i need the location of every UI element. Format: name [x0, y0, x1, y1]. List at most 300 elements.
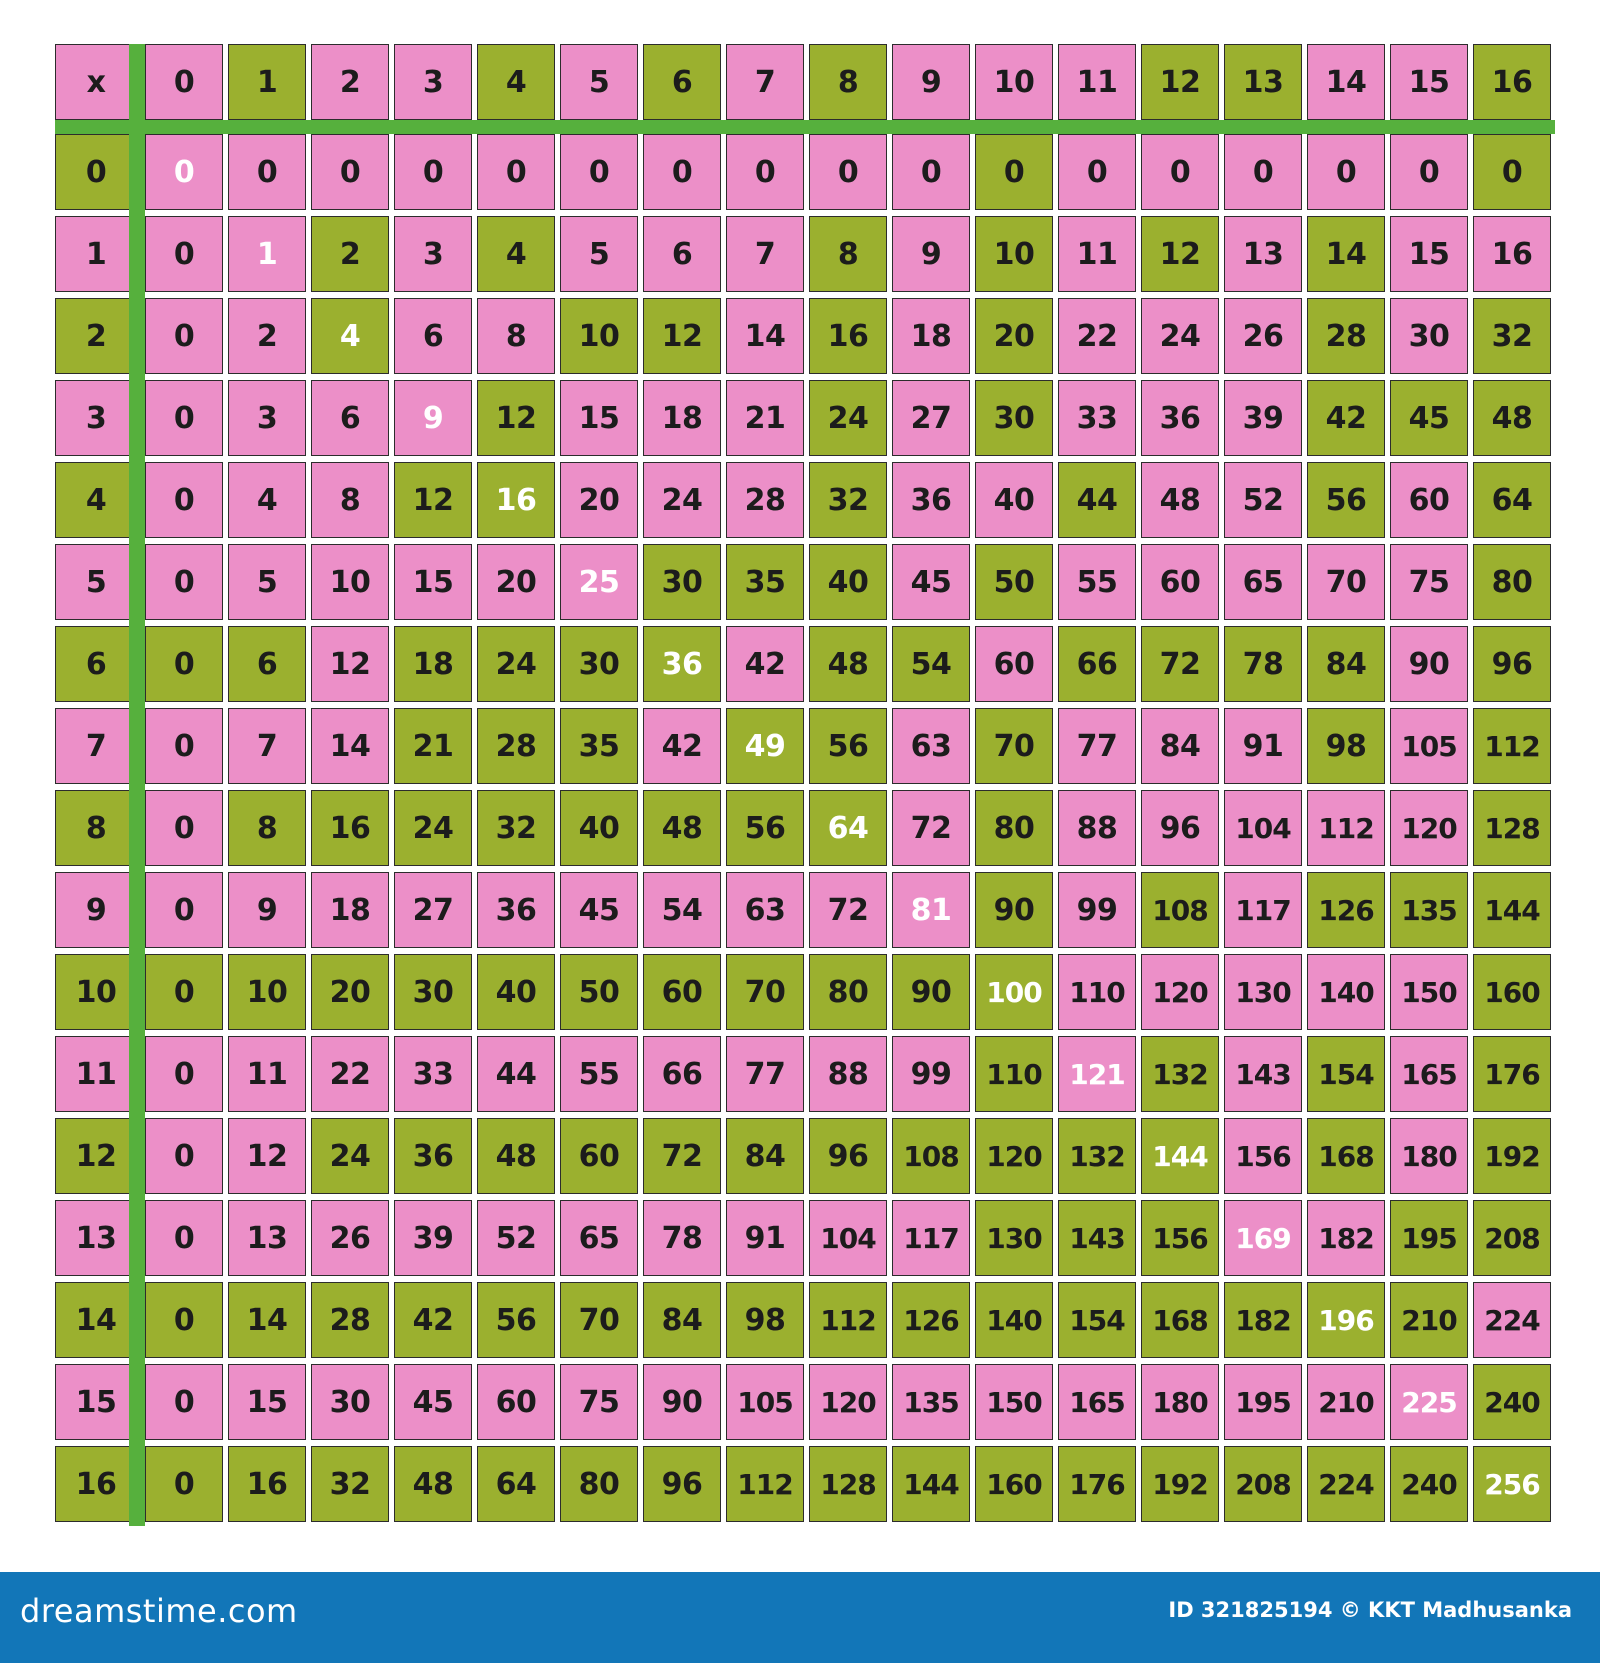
table-cell: 120	[809, 1364, 887, 1440]
table-cell: 4	[228, 462, 306, 538]
table-cell: 98	[1307, 708, 1385, 784]
table-cell: 72	[892, 790, 970, 866]
table-cell: 0	[145, 790, 223, 866]
table-cell: 36	[1141, 380, 1219, 456]
table-cell: 36	[477, 872, 555, 948]
table-cell: 20	[560, 462, 638, 538]
table-cell: 99	[892, 1036, 970, 1112]
table-cell: 24	[311, 1118, 389, 1194]
table-cell: 224	[1307, 1446, 1385, 1522]
table-cell: 210	[1307, 1364, 1385, 1440]
table-cell: 225	[1390, 1364, 1468, 1440]
table-cell: 64	[477, 1446, 555, 1522]
table-cell: 45	[892, 544, 970, 620]
image-credit: ID 321825194 © KKT Madhusanka	[1168, 1598, 1572, 1622]
table-cell: 0	[892, 134, 970, 210]
table-cell: 6	[228, 626, 306, 702]
table-cell: 18	[394, 626, 472, 702]
table-cell: 100	[975, 954, 1053, 1030]
table-cell: 60	[1141, 544, 1219, 620]
table-cell: 84	[1307, 626, 1385, 702]
table-cell: 0	[145, 380, 223, 456]
table-cell: 72	[643, 1118, 721, 1194]
table-cell: 6	[394, 298, 472, 374]
table-cell: 5	[560, 216, 638, 292]
table-cell: 56	[809, 708, 887, 784]
table-cell: 9	[228, 872, 306, 948]
table-cell: 240	[1390, 1446, 1468, 1522]
table-cell: 144	[1473, 872, 1551, 948]
table-cell: 105	[726, 1364, 804, 1440]
table-cell: 135	[1390, 872, 1468, 948]
table-cell: 4	[477, 216, 555, 292]
table-cell: 16	[809, 298, 887, 374]
table-cell: 0	[145, 1282, 223, 1358]
table-cell: 42	[394, 1282, 472, 1358]
table-cell: 70	[975, 708, 1053, 784]
table-cell: 144	[1141, 1118, 1219, 1194]
table-cell: 66	[1058, 626, 1136, 702]
table-cell: 77	[726, 1036, 804, 1112]
header-divider-horizontal	[55, 120, 1555, 134]
header-divider-vertical	[129, 44, 145, 1526]
table-cell: 78	[643, 1200, 721, 1276]
table-cell: 150	[1390, 954, 1468, 1030]
table-cell: 0	[394, 134, 472, 210]
table-cell: 40	[809, 544, 887, 620]
row-header: 16	[55, 1446, 137, 1522]
table-cell: 78	[1224, 626, 1302, 702]
table-cell: 0	[145, 134, 223, 210]
table-cell: 195	[1390, 1200, 1468, 1276]
table-cell: 52	[477, 1200, 555, 1276]
table-cell: 121	[1058, 1036, 1136, 1112]
table-cell: 180	[1141, 1364, 1219, 1440]
table-cell: 80	[975, 790, 1053, 866]
table-cell: 8	[311, 462, 389, 538]
table-cell: 48	[1473, 380, 1551, 456]
column-header: 7	[726, 44, 804, 120]
table-cell: 15	[228, 1364, 306, 1440]
table-cell: 32	[809, 462, 887, 538]
table-cell: 30	[394, 954, 472, 1030]
column-header: 0	[145, 44, 223, 120]
table-cell: 28	[726, 462, 804, 538]
row-header: 9	[55, 872, 137, 948]
table-cell: 27	[892, 380, 970, 456]
table-cell: 0	[560, 134, 638, 210]
table-cell: 168	[1307, 1118, 1385, 1194]
table-cell: 33	[394, 1036, 472, 1112]
table-cell: 0	[145, 626, 223, 702]
table-cell: 48	[1141, 462, 1219, 538]
table-cell: 56	[477, 1282, 555, 1358]
table-cell: 54	[643, 872, 721, 948]
table-cell: 60	[1390, 462, 1468, 538]
table-cell: 14	[311, 708, 389, 784]
table-cell: 176	[1473, 1036, 1551, 1112]
table-cell: 96	[1473, 626, 1551, 702]
table-cell: 36	[643, 626, 721, 702]
table-cell: 26	[311, 1200, 389, 1276]
column-header: 3	[394, 44, 472, 120]
table-cell: 30	[975, 380, 1053, 456]
table-cell: 8	[228, 790, 306, 866]
table-cell: 108	[1141, 872, 1219, 948]
table-cell: 0	[726, 134, 804, 210]
table-cell: 36	[892, 462, 970, 538]
table-cell: 143	[1058, 1200, 1136, 1276]
table-cell: 117	[1224, 872, 1302, 948]
table-cell: 182	[1224, 1282, 1302, 1358]
table-cell: 0	[311, 134, 389, 210]
table-cell: 96	[1141, 790, 1219, 866]
table-cell: 72	[1141, 626, 1219, 702]
table-cell: 140	[975, 1282, 1053, 1358]
table-cell: 48	[394, 1446, 472, 1522]
table-cell: 90	[892, 954, 970, 1030]
table-cell: 77	[1058, 708, 1136, 784]
row-header: 12	[55, 1118, 137, 1194]
table-cell: 64	[1473, 462, 1551, 538]
table-cell: 80	[560, 1446, 638, 1522]
table-cell: 0	[1141, 134, 1219, 210]
table-cell: 0	[228, 134, 306, 210]
table-cell: 108	[892, 1118, 970, 1194]
table-cell: 48	[809, 626, 887, 702]
corner-cell: x	[55, 44, 137, 120]
table-cell: 84	[643, 1282, 721, 1358]
table-cell: 128	[809, 1446, 887, 1522]
table-cell: 156	[1141, 1200, 1219, 1276]
table-cell: 81	[892, 872, 970, 948]
table-cell: 39	[394, 1200, 472, 1276]
table-cell: 35	[560, 708, 638, 784]
table-cell: 21	[726, 380, 804, 456]
table-cell: 154	[1307, 1036, 1385, 1112]
table-cell: 104	[809, 1200, 887, 1276]
table-cell: 176	[1058, 1446, 1136, 1522]
table-cell: 30	[643, 544, 721, 620]
table-cell: 0	[145, 462, 223, 538]
table-cell: 0	[145, 1036, 223, 1112]
table-cell: 2	[311, 216, 389, 292]
row-header: 13	[55, 1200, 137, 1276]
table-cell: 180	[1390, 1118, 1468, 1194]
table-cell: 105	[1390, 708, 1468, 784]
table-cell: 14	[1307, 216, 1385, 292]
table-cell: 24	[643, 462, 721, 538]
table-cell: 2	[228, 298, 306, 374]
column-header: 9	[892, 44, 970, 120]
table-cell: 10	[560, 298, 638, 374]
table-cell: 7	[726, 216, 804, 292]
table-cell: 0	[643, 134, 721, 210]
table-cell: 48	[477, 1118, 555, 1194]
table-cell: 45	[560, 872, 638, 948]
table-cell: 208	[1473, 1200, 1551, 1276]
table-cell: 50	[560, 954, 638, 1030]
table-cell: 50	[975, 544, 1053, 620]
column-header: 15	[1390, 44, 1468, 120]
table-cell: 88	[809, 1036, 887, 1112]
table-cell: 0	[809, 134, 887, 210]
table-cell: 120	[1390, 790, 1468, 866]
table-cell: 45	[1390, 380, 1468, 456]
table-cell: 84	[1141, 708, 1219, 784]
table-cell: 99	[1058, 872, 1136, 948]
table-cell: 32	[311, 1446, 389, 1522]
table-cell: 195	[1224, 1364, 1302, 1440]
table-cell: 15	[1390, 216, 1468, 292]
table-cell: 210	[1390, 1282, 1468, 1358]
table-cell: 14	[228, 1282, 306, 1358]
table-cell: 15	[394, 544, 472, 620]
table-cell: 70	[1307, 544, 1385, 620]
column-header: 12	[1141, 44, 1219, 120]
table-cell: 42	[643, 708, 721, 784]
table-cell: 32	[477, 790, 555, 866]
table-cell: 169	[1224, 1200, 1302, 1276]
table-cell: 140	[1307, 954, 1385, 1030]
table-cell: 120	[975, 1118, 1053, 1194]
table-cell: 13	[228, 1200, 306, 1276]
table-cell: 192	[1141, 1446, 1219, 1522]
table-cell: 0	[145, 708, 223, 784]
table-cell: 0	[145, 1364, 223, 1440]
table-cell: 4	[311, 298, 389, 374]
table-cell: 128	[1473, 790, 1551, 866]
table-cell: 0	[1390, 134, 1468, 210]
table-cell: 6	[311, 380, 389, 456]
table-cell: 130	[1224, 954, 1302, 1030]
column-header: 14	[1307, 44, 1385, 120]
table-cell: 12	[1141, 216, 1219, 292]
row-header: 3	[55, 380, 137, 456]
table-cell: 22	[311, 1036, 389, 1112]
table-cell: 66	[643, 1036, 721, 1112]
table-cell: 45	[394, 1364, 472, 1440]
table-cell: 154	[1058, 1282, 1136, 1358]
table-cell: 96	[809, 1118, 887, 1194]
footer-bar	[0, 1572, 1600, 1663]
table-cell: 104	[1224, 790, 1302, 866]
row-header: 5	[55, 544, 137, 620]
table-cell: 44	[477, 1036, 555, 1112]
table-cell: 21	[394, 708, 472, 784]
table-cell: 20	[311, 954, 389, 1030]
table-cell: 60	[477, 1364, 555, 1440]
table-cell: 0	[145, 298, 223, 374]
table-cell: 12	[643, 298, 721, 374]
table-cell: 40	[975, 462, 1053, 538]
table-cell: 88	[1058, 790, 1136, 866]
row-header: 8	[55, 790, 137, 866]
table-cell: 30	[560, 626, 638, 702]
table-cell: 70	[726, 954, 804, 1030]
table-cell: 39	[1224, 380, 1302, 456]
table-cell: 80	[1473, 544, 1551, 620]
table-cell: 36	[394, 1118, 472, 1194]
table-cell: 40	[560, 790, 638, 866]
table-cell: 132	[1141, 1036, 1219, 1112]
table-cell: 24	[1141, 298, 1219, 374]
row-header: 10	[55, 954, 137, 1030]
table-cell: 20	[477, 544, 555, 620]
table-cell: 13	[1224, 216, 1302, 292]
table-cell: 80	[809, 954, 887, 1030]
table-cell: 0	[145, 1200, 223, 1276]
table-cell: 32	[1473, 298, 1551, 374]
table-cell: 27	[394, 872, 472, 948]
table-cell: 192	[1473, 1118, 1551, 1194]
table-cell: 0	[1224, 134, 1302, 210]
table-cell: 126	[892, 1282, 970, 1358]
table-cell: 91	[726, 1200, 804, 1276]
table-cell: 0	[145, 1446, 223, 1522]
table-cell: 5	[228, 544, 306, 620]
table-cell: 12	[311, 626, 389, 702]
table-cell: 55	[1058, 544, 1136, 620]
table-cell: 56	[726, 790, 804, 866]
table-cell: 3	[228, 380, 306, 456]
table-cell: 0	[477, 134, 555, 210]
table-cell: 12	[477, 380, 555, 456]
table-cell: 0	[1307, 134, 1385, 210]
table-cell: 0	[145, 1118, 223, 1194]
table-cell: 10	[228, 954, 306, 1030]
table-cell: 8	[477, 298, 555, 374]
column-header: 5	[560, 44, 638, 120]
table-cell: 63	[726, 872, 804, 948]
table-cell: 156	[1224, 1118, 1302, 1194]
table-cell: 143	[1224, 1036, 1302, 1112]
table-cell: 33	[1058, 380, 1136, 456]
row-header: 4	[55, 462, 137, 538]
table-cell: 18	[892, 298, 970, 374]
table-cell: 90	[643, 1364, 721, 1440]
table-cell: 24	[394, 790, 472, 866]
table-cell: 11	[1058, 216, 1136, 292]
table-cell: 12	[228, 1118, 306, 1194]
column-header: 2	[311, 44, 389, 120]
table-cell: 49	[726, 708, 804, 784]
column-header: 16	[1473, 44, 1551, 120]
table-cell: 135	[892, 1364, 970, 1440]
table-cell: 130	[975, 1200, 1053, 1276]
table-cell: 22	[1058, 298, 1136, 374]
table-cell: 90	[975, 872, 1053, 948]
column-header: 10	[975, 44, 1053, 120]
table-cell: 8	[809, 216, 887, 292]
row-header: 0	[55, 134, 137, 210]
table-cell: 160	[1473, 954, 1551, 1030]
table-cell: 91	[1224, 708, 1302, 784]
table-cell: 65	[1224, 544, 1302, 620]
table-cell: 120	[1141, 954, 1219, 1030]
table-cell: 9	[892, 216, 970, 292]
table-cell: 132	[1058, 1118, 1136, 1194]
column-header: 8	[809, 44, 887, 120]
table-cell: 65	[560, 1200, 638, 1276]
table-cell: 28	[311, 1282, 389, 1358]
table-cell: 7	[228, 708, 306, 784]
column-header: 13	[1224, 44, 1302, 120]
table-cell: 150	[975, 1364, 1053, 1440]
table-cell: 112	[1473, 708, 1551, 784]
column-header: 1	[228, 44, 306, 120]
table-cell: 25	[560, 544, 638, 620]
table-cell: 56	[1307, 462, 1385, 538]
table-cell: 10	[975, 216, 1053, 292]
table-cell: 16	[1473, 216, 1551, 292]
table-cell: 26	[1224, 298, 1302, 374]
table-cell: 1	[228, 216, 306, 292]
table-cell: 0	[145, 544, 223, 620]
table-cell: 30	[311, 1364, 389, 1440]
row-header: 6	[55, 626, 137, 702]
table-cell: 16	[228, 1446, 306, 1522]
row-header: 11	[55, 1036, 137, 1112]
table-cell: 44	[1058, 462, 1136, 538]
table-cell: 35	[726, 544, 804, 620]
table-cell: 84	[726, 1118, 804, 1194]
table-cell: 60	[975, 626, 1053, 702]
table-cell: 42	[1307, 380, 1385, 456]
table-cell: 14	[726, 298, 804, 374]
table-cell: 24	[477, 626, 555, 702]
table-cell: 0	[145, 872, 223, 948]
row-header: 1	[55, 216, 137, 292]
table-cell: 240	[1473, 1364, 1551, 1440]
table-cell: 64	[809, 790, 887, 866]
table-cell: 0	[975, 134, 1053, 210]
table-cell: 90	[1390, 626, 1468, 702]
table-cell: 165	[1058, 1364, 1136, 1440]
table-cell: 12	[394, 462, 472, 538]
table-cell: 48	[643, 790, 721, 866]
row-header: 2	[55, 298, 137, 374]
table-cell: 20	[975, 298, 1053, 374]
table-cell: 224	[1473, 1282, 1551, 1358]
table-cell: 70	[560, 1282, 638, 1358]
table-cell: 30	[1390, 298, 1468, 374]
column-header: 11	[1058, 44, 1136, 120]
table-cell: 52	[1224, 462, 1302, 538]
row-header: 15	[55, 1364, 137, 1440]
table-cell: 6	[643, 216, 721, 292]
table-cell: 55	[560, 1036, 638, 1112]
table-cell: 168	[1141, 1282, 1219, 1358]
table-cell: 10	[311, 544, 389, 620]
table-cell: 144	[892, 1446, 970, 1522]
table-cell: 63	[892, 708, 970, 784]
table-cell: 126	[1307, 872, 1385, 948]
table-cell: 42	[726, 626, 804, 702]
table-cell: 112	[726, 1446, 804, 1522]
table-cell: 16	[477, 462, 555, 538]
table-cell: 110	[1058, 954, 1136, 1030]
table-cell: 0	[1058, 134, 1136, 210]
table-cell: 75	[560, 1364, 638, 1440]
table-cell: 0	[1473, 134, 1551, 210]
table-cell: 11	[228, 1036, 306, 1112]
table-cell: 112	[1307, 790, 1385, 866]
table-cell: 15	[560, 380, 638, 456]
table-cell: 196	[1307, 1282, 1385, 1358]
table-cell: 40	[477, 954, 555, 1030]
column-header: 4	[477, 44, 555, 120]
